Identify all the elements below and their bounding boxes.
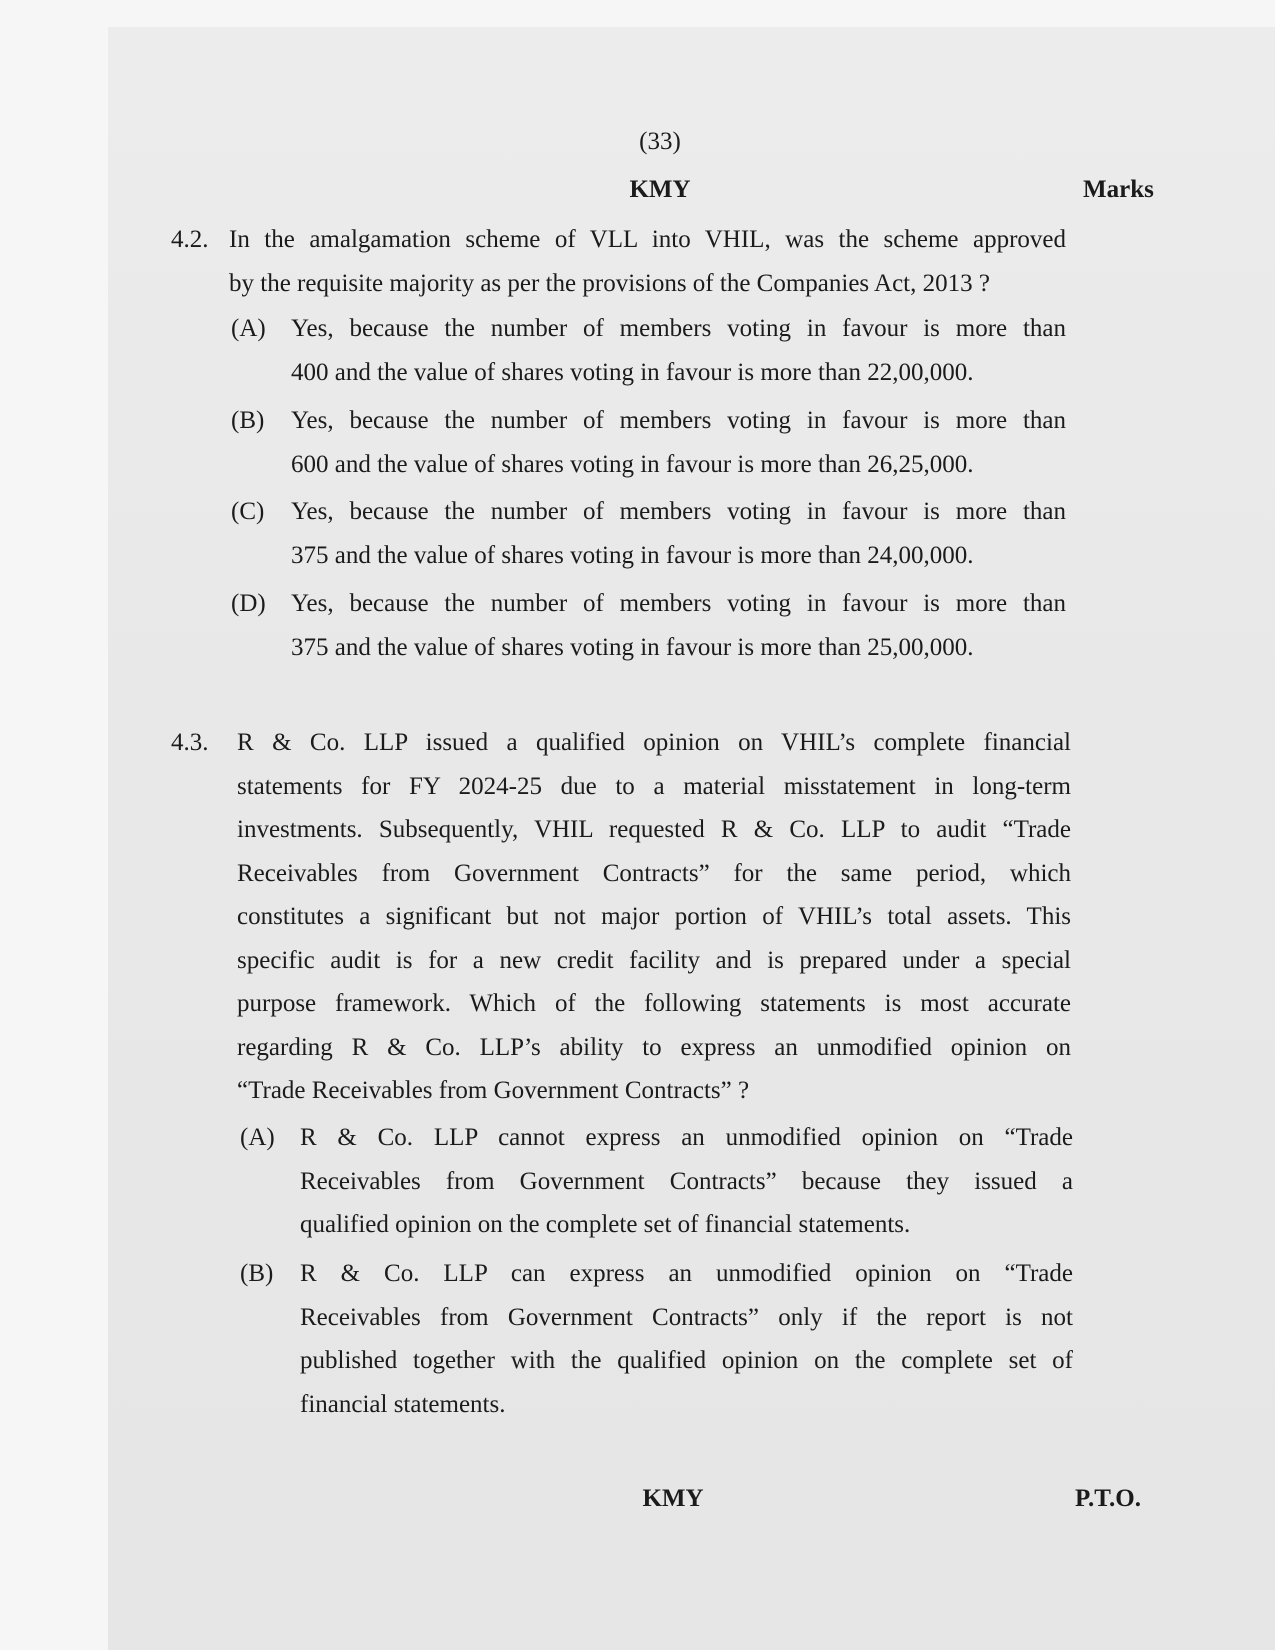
question-text: [237, 721, 1071, 1113]
option-text-line: Yes, because the number of members voting in favour is more than: [291, 590, 1066, 617]
paper-code-footer: KMY: [642, 1485, 704, 1512]
question-number: 4.2.: [171, 226, 209, 253]
option-text-line: R & Co. LLP cannot express an unmodified opinion on “Trade: [300, 1124, 1073, 1151]
question-text-line: R & Co. LLP issued a qualified opinion on VHIL’s complete financial: [237, 729, 1071, 756]
question-text-line: investments. Subsequently, VHIL requested R & Co. LLP to audit “Trade: [237, 816, 1071, 843]
question-text-line: regarding R & Co. LLP’s ability to express an unmodified opinion on: [237, 1033, 1071, 1061]
marks-label: Marks: [1083, 176, 1154, 203]
option-text-line: qualified opinion on the complete set of financial statements.: [300, 1211, 911, 1238]
option-text-line: 375 and the value of shares voting in favour is more than 24,00,000.: [291, 541, 974, 569]
option-label: (C): [231, 498, 265, 525]
question-text-line: specific audit is for a new credit facility and is prepared under a special: [237, 946, 1071, 974]
question-text-line: by the requisite majority as per the provisions of the Companies Act, 2013 ?: [229, 269, 990, 297]
option-text-line: 600 and the value of shares voting in favour is more than 26,25,000.: [291, 450, 974, 478]
question-text-line: purpose framework. Which of the following statements is most accurate: [237, 990, 1071, 1017]
paper-code-header: KMY: [629, 176, 691, 203]
option-text-line: Yes, because the number of members voting in favour is more than: [291, 315, 1066, 342]
option-text-line: published together with the qualified opinion on the complete set of: [300, 1347, 1073, 1374]
option-text: [291, 582, 1066, 669]
option-text-line: Receivables from Government Contracts” only if the report is not: [300, 1303, 1073, 1331]
option-text-line: financial statements.: [300, 1390, 506, 1418]
option-label: (A): [240, 1124, 275, 1151]
option-label: (B): [231, 407, 265, 434]
question-text-line: Receivables from Government Contracts” for the same period, which: [237, 859, 1071, 887]
option-text: [300, 1252, 1073, 1426]
please-turn-over: P.T.O.: [1075, 1485, 1141, 1512]
option-text-line: Receivables from Government Contracts” because they issued a: [300, 1167, 1073, 1195]
option-text-line: R & Co. LLP can express an unmodified opinion on “Trade: [300, 1260, 1073, 1287]
question-text-line: In the amalgamation scheme of VLL into VHIL, was the scheme approved: [229, 226, 1066, 253]
option-label: (A): [231, 315, 266, 342]
option-text-line: Yes, because the number of members voting in favour is more than: [291, 407, 1066, 434]
option-text: [291, 307, 1066, 394]
option-label: (B): [240, 1260, 274, 1287]
question-text-line: constitutes a significant but not major portion of VHIL’s total assets. This: [237, 903, 1071, 930]
question-text-line: statements for FY 2024-25 due to a material misstatement in long-term: [237, 772, 1071, 800]
option-text: [300, 1116, 1073, 1247]
option-text-line: 400 and the value of shares voting in favour is more than 22,00,000.: [291, 358, 974, 386]
option-text-line: Yes, because the number of members voting in favour is more than: [291, 498, 1066, 525]
option-text: [291, 399, 1066, 486]
option-text-line: 375 and the value of shares voting in favour is more than 25,00,000.: [291, 633, 974, 661]
option-text: [291, 490, 1066, 577]
option-label: (D): [231, 590, 266, 617]
question-text-line: “Trade Receivables from Government Contracts” ?: [237, 1077, 750, 1104]
question-number: 4.3.: [171, 729, 209, 756]
question-text: [229, 218, 1066, 305]
page-number: (33): [639, 128, 681, 155]
